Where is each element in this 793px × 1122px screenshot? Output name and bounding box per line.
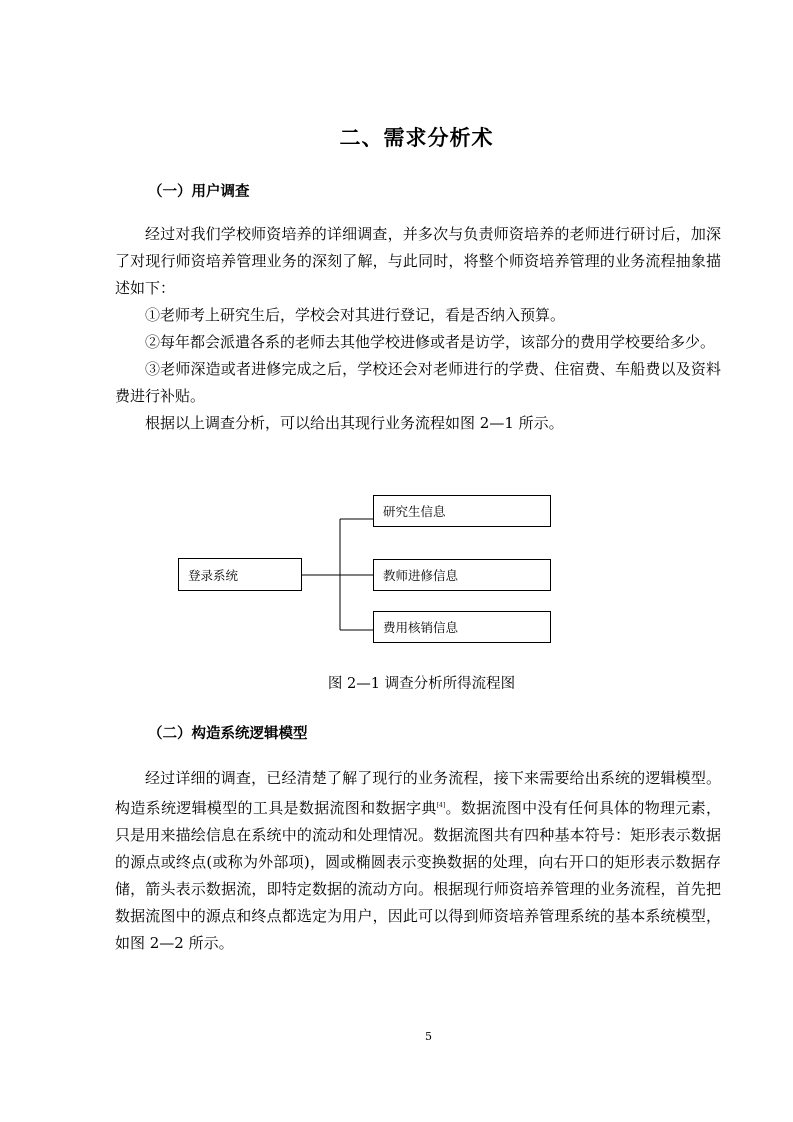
section1-item-1: ①老师考上研究生后，学校会对其进行登记，看是否纳入预算。: [145, 306, 566, 324]
flowchart-branch-label: 教师进修信息: [383, 568, 459, 583]
flowchart-root-box: [178, 558, 302, 591]
section2-text-before-ref: 经过详细的调查，已经清楚了解了现行的业务流程，接下来需要给出系统的逻辑模型。构造系统逻辑模型的工具是数据流图和数据字典: [115, 769, 721, 817]
section-heading-user-survey: （一）用户调查: [148, 184, 250, 200]
section2-paragraph: [115, 765, 721, 957]
section1-item-3: ③老师深造或者进修完成之后，学校还会对老师进行的学费、住宿费、车船费以及资料费进行补贴。: [115, 360, 721, 405]
flowchart-branch-box: [373, 611, 551, 643]
flowchart-branch-label: 研究生信息: [383, 504, 446, 519]
page-number: 5: [425, 1030, 432, 1043]
section1-intro: 经过对我们学校师资培养的详细调查，并多次与负责师资培养的老师进行研讨后，加深了对现行师资培养管理业务的深刻了解，与此同时，将整个师资培养管理的业务流程抽象描述如下：: [115, 225, 721, 297]
flowchart-branch-box: [373, 559, 551, 591]
section1-body: [115, 221, 721, 437]
page-title: 二、需求分析术: [339, 126, 494, 150]
flowchart-branch-label: 费用核销信息: [383, 620, 459, 635]
figure-caption: 图 2—1 调查分析所得流程图: [327, 676, 516, 692]
section-heading-logic-model: （二）构造系统逻辑模型: [148, 726, 308, 742]
flowchart-root-label: 登录系统: [188, 567, 239, 583]
section1-item-2: ②每年都会派遣各系的老师去其他学校进修或者是访学，该部分的费用学校要给多少。: [145, 333, 716, 351]
section2-text-after-ref: 。数据流图中没有任何具体的物理元素，只是用来描绘信息在系统中的流动和处理情况。数据流图共有四种基本符号：矩形表示数据的源点或终点(或称为外部项)，圆或椭圆表示变换数据的处理，向右开口的矩形表示数据存储，箭头表示数据流，即特定数据的流动方向。根据现行师资培养管理的业务流程，首先把数据流图中的源点和终点都选定为用户，因此可以得到师资培养管理系统的基本系统模型，如图 2—2 所示。: [115, 799, 721, 952]
section2-body: [115, 765, 721, 957]
flowchart-branch-box: [373, 495, 551, 527]
reference-mark: [4]: [436, 802, 446, 809]
section1-conclusion: 根据以上调查分析，可以给出其现行业务流程如图 2—1 所示。: [145, 414, 564, 432]
